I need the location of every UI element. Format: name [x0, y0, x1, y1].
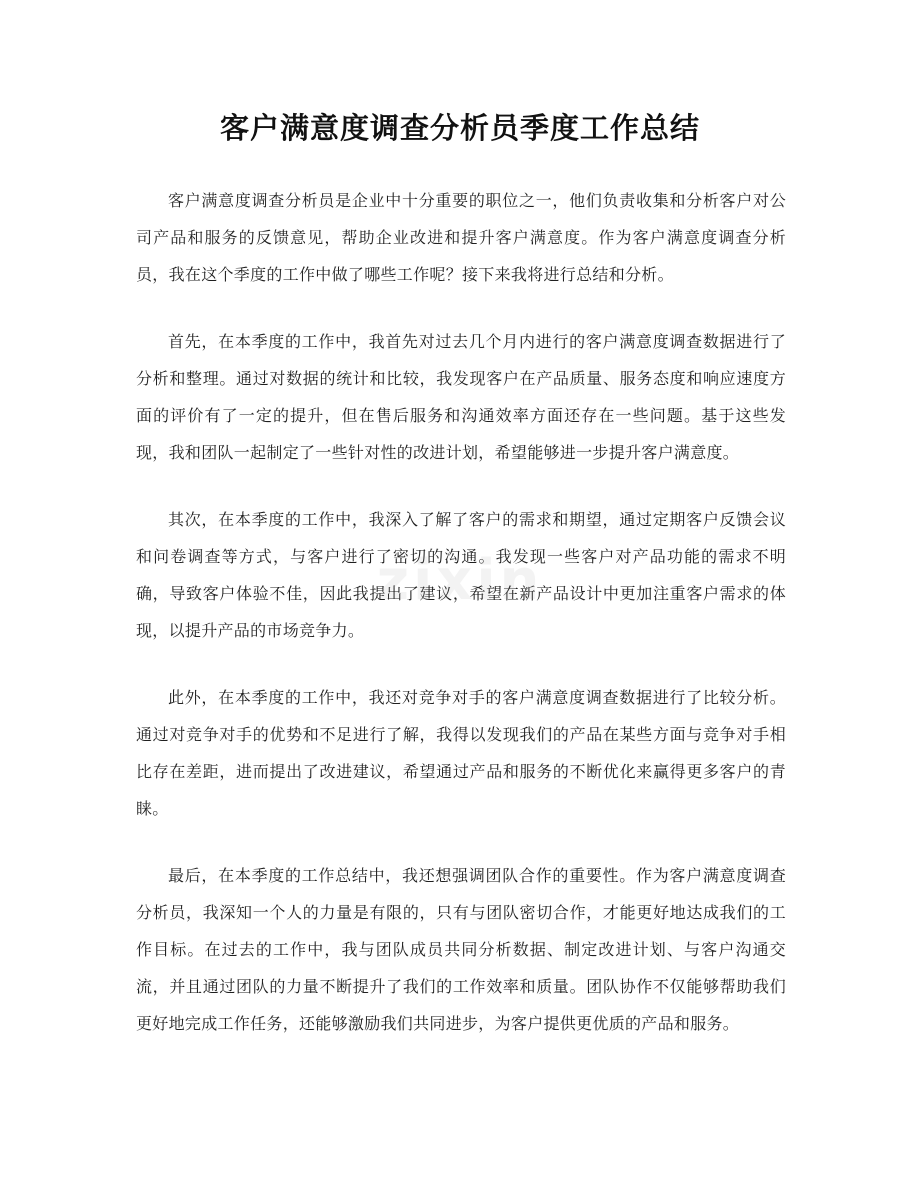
document-body: [136, 182, 786, 1072]
paragraph-second: 其次，在本季度的工作中，我深入了解了客户的需求和期望，通过定期客户反馈会议和问卷调查等方式，与客户进行了密切的沟通。我发现一些客户对产品功能的需求不明确，导致客户体验不佳，因此我提出了建议，希望在新产品设计中更加注重客户需求的体现，以提升产品的市场竞争力。: [136, 510, 786, 640]
paragraph-finally: 最后，在本季度的工作总结中，我还想强调团队合作的重要性。作为客户满意度调查分析员，我深知一个人的力量是有限的，只有与团队密切合作，才能更好地达成我们的工作目标。在过去的工作中，我与团队成员共同分析数据、制定改进计划、与客户沟通交流，并且通过团队的力量不断提升了我们的工作效率和质量。团队协作不仅能够帮助我们更好地完成工作任务，还能够激励我们共同进步，为客户提供更优质的产品和服务。: [136, 866, 786, 1033]
document-title: 客户满意度调查分析员季度工作总结: [219, 111, 700, 145]
paragraph-first: 首先，在本季度的工作中，我首先对过去几个月内进行的客户满意度调查数据进行了分析和整理。通过对数据的统计和比较，我发现客户在产品质量、服务态度和响应速度方面的评价有了一定的提升，但在售后服务和沟通效率方面还存在一些问题。基于这些发现，我和团队一起制定了一些针对性的改进计划，希望能够进一步提升客户满意度。: [136, 332, 786, 462]
watermark: zixin: [376, 548, 544, 613]
paragraph-intro: 客户满意度调查分析员是企业中十分重要的职位之一，他们负责收集和分析客户对公司产品和服务的反馈意见，帮助企业改进和提升客户满意度。作为客户满意度调查分析员，我在这个季度的工作中做了哪些工作呢？接下来我将进行总结和分析。: [136, 191, 786, 284]
paragraph-additionally: 此外，在本季度的工作中，我还对竞争对手的客户满意度调查数据进行了比较分析。通过对竞争对手的优势和不足进行了解，我得以发现我们的产品在某些方面与竞争对手相比存在差距，进而提出了改进建议，希望通过产品和服务的不断优化来赢得更多客户的青睐。: [136, 688, 786, 818]
